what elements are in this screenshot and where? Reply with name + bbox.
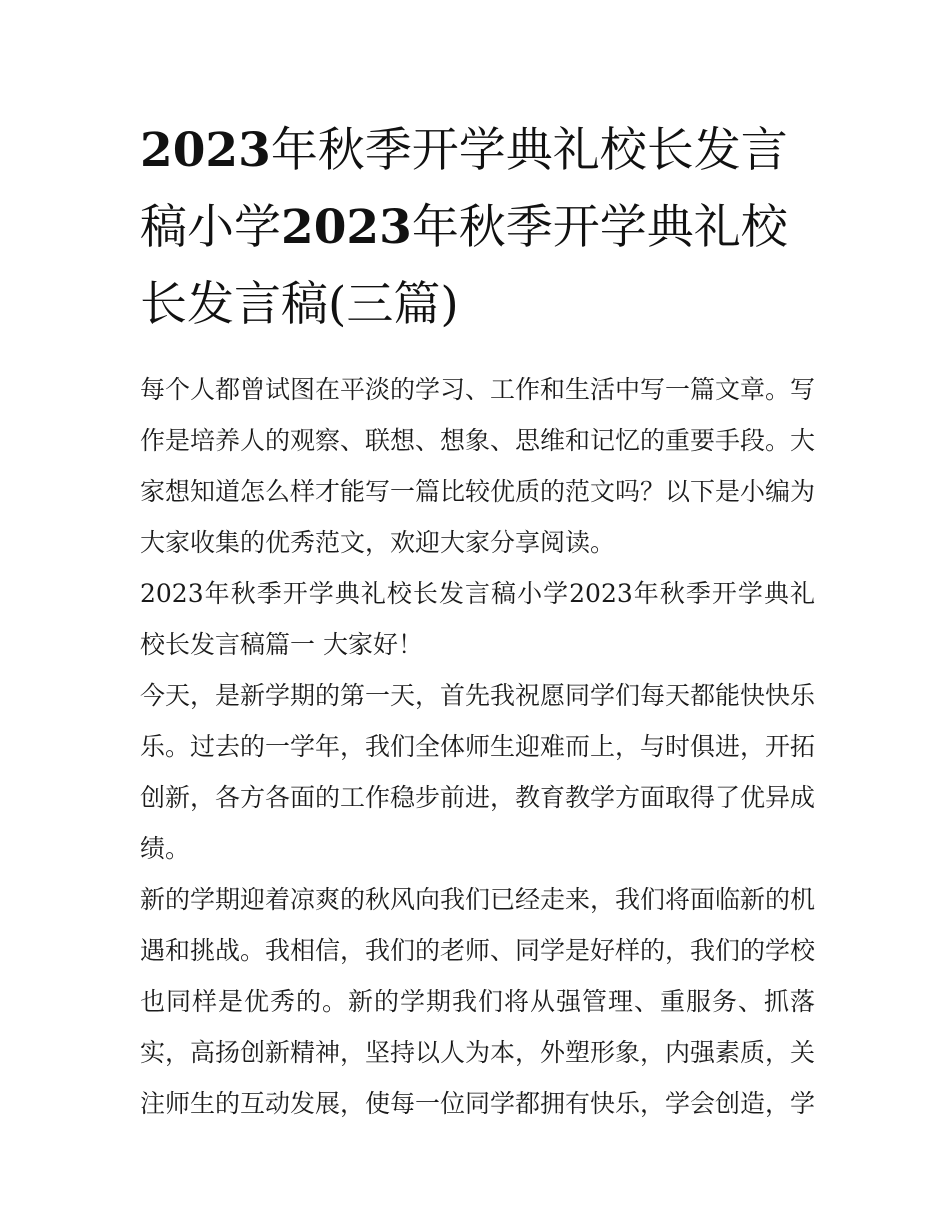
- paragraph-2: 今天，是新学期的第一天，首先我祝愿同学们每天都能快快乐乐。过去的一学年，我们全体师生迎难而上，与时俱进，开拓创新，各方各面的工作稳步前进，教育教学方面取得了优异成绩。: [140, 681, 816, 863]
- document-page: [140, 112, 815, 1129]
- document-body: [140, 364, 815, 1129]
- document-title: 2023年秋季开学典礼校长发言稿小学2023年秋季开学典礼校长发言稿(三篇): [140, 123, 788, 332]
- paragraph-intro: 每个人都曾试图在平淡的学习、工作和生活中写一篇文章。写作是培养人的观察、联想、想象、思维和记忆的重要手段。大家想知道怎么样才能写一篇比较优质的范文吗？以下是小编为大家收集的优秀范文，欢迎大家分享阅读。: [140, 375, 816, 557]
- paragraph-3: 新的学期迎着凉爽的秋风向我们已经走来，我们将面临新的机遇和挑战。我相信，我们的老师、同学是好样的，我们的学校也同样是优秀的。新的学期我们将从强管理、重服务、抓落实，高扬创新精神，坚持以人为本，外塑形象，内强素质，关注师生的互动发展，使每一位同学都拥有快乐，学会创造，学: [140, 885, 816, 1118]
- paragraph-heading-1: 2023年秋季开学典礼校长发言稿小学2023年秋季开学典礼校长发言稿篇一 大家好！: [140, 579, 815, 659]
